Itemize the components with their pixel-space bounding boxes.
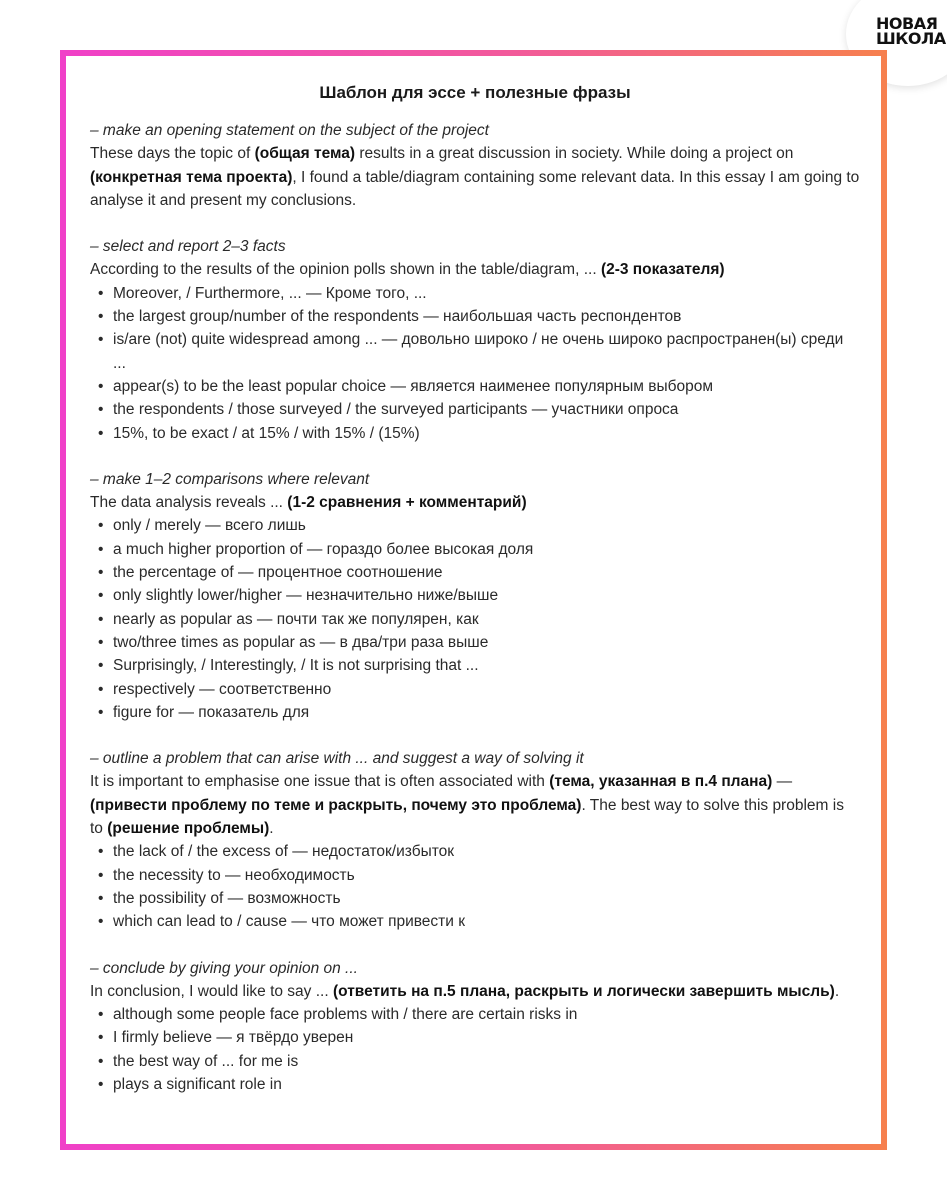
placeholder-bold: (привести проблему по теме и раскрыть, почему это проблема) bbox=[90, 796, 582, 814]
sections-container bbox=[90, 119, 860, 1096]
phrase-list bbox=[90, 282, 860, 445]
phrase-item: • only slightly lower/higher — незначительно ниже/выше bbox=[90, 584, 860, 607]
section-template-text bbox=[90, 980, 860, 1003]
phrase-item: • the percentage of — процентное соотношение bbox=[90, 561, 860, 584]
phrase-item: • the best way of ... for me is bbox=[90, 1050, 860, 1073]
template-text: It is important to emphasise one issue that is often associated with bbox=[90, 773, 550, 791]
phrase-item: • the possibility of — возможность bbox=[90, 887, 860, 910]
school-logo bbox=[876, 14, 946, 48]
document-body bbox=[90, 80, 860, 1119]
phrase-item: • nearly as popular as — почти так же популярен, как bbox=[90, 608, 860, 631]
section-heading: – select and report 2–3 facts bbox=[90, 238, 286, 256]
phrase-item: • although some people face problems with / there are certain risks in bbox=[90, 1003, 860, 1026]
phrase-item: • a much higher proportion of — гораздо более высокая доля bbox=[90, 538, 860, 561]
section-heading: – make 1–2 comparisons where relevant bbox=[90, 470, 370, 488]
phrase-list bbox=[90, 840, 860, 933]
logo-line-2: ШКОЛА bbox=[876, 29, 946, 48]
placeholder-bold: (ответить на п.5 плана, раскрыть и логически завершить мысль) bbox=[332, 982, 835, 1000]
phrase-item: • figure for — показатель для bbox=[90, 701, 860, 724]
phrase-item: • Surprisingly, / Interestingly, / It is not surprising that ... bbox=[90, 654, 860, 677]
template-text: . bbox=[834, 982, 840, 1000]
template-text: These days the topic of bbox=[90, 145, 255, 163]
logo-line-1: НОВАЯ bbox=[876, 14, 938, 33]
essay-section bbox=[90, 957, 860, 1097]
template-text: — bbox=[772, 773, 793, 791]
essay-section bbox=[90, 235, 860, 445]
section-template-text bbox=[90, 258, 860, 281]
section-heading: – outline a problem that can arise with ... and suggest a way of solving it bbox=[90, 750, 584, 768]
essay-section bbox=[90, 747, 860, 933]
template-text: results in a great discussion in society. While doing a project on bbox=[355, 145, 794, 163]
template-text: . bbox=[269, 820, 274, 838]
phrase-item: • Moreover, / Furthermore, ... — Кроме того, ... bbox=[90, 282, 860, 305]
phrase-item: • plays a significant role in bbox=[90, 1073, 860, 1096]
placeholder-bold: (общая тема) bbox=[254, 145, 356, 163]
phrase-item: • the respondents / those surveyed / the surveyed participants — участники опроса bbox=[90, 398, 860, 421]
placeholder-bold: (конкретная тема проекта) bbox=[90, 168, 293, 186]
essay-section bbox=[90, 119, 860, 212]
phrase-item: • two/three times as popular as — в два/три раза выше bbox=[90, 631, 860, 654]
page-title: Шаблон для эссе + полезные фразы bbox=[319, 83, 631, 102]
template-text: According to the results of the opinion polls shown in the table/diagram, ... bbox=[90, 261, 601, 279]
template-text: , I found a table/diagram containing some relevant data. In this essay I am going to analyse it and present my conclusions. bbox=[90, 168, 860, 209]
phrase-item: • the lack of / the excess of — недостаток/избыток bbox=[90, 840, 860, 863]
placeholder-bold: (2-3 показателя) bbox=[600, 261, 725, 279]
phrase-item: • respectively — соответственно bbox=[90, 678, 860, 701]
placeholder-bold: (решение проблемы) bbox=[107, 820, 270, 838]
phrase-item: • the largest group/number of the respondents — наибольшая часть респондентов bbox=[90, 305, 860, 328]
phrase-item: • is/are (not) quite widespread among ... — довольно широко / не очень широко распространен(ы) среди ... bbox=[90, 328, 860, 375]
placeholder-bold: (тема, указанная в п.4 плана) bbox=[549, 773, 773, 791]
phrase-item: • only / merely — всего лишь bbox=[90, 514, 860, 537]
phrase-item: • which can lead to / cause — что может привести к bbox=[90, 910, 860, 933]
template-text: In conclusion, I would like to say ... bbox=[90, 982, 333, 1000]
section-template-text bbox=[90, 491, 860, 514]
phrase-item: • 15%, to be exact / at 15% / with 15% / (15%) bbox=[90, 422, 860, 445]
phrase-item: • I firmly believe — я твёрдо уверен bbox=[90, 1026, 860, 1049]
essay-section bbox=[90, 468, 860, 724]
section-heading: – conclude by giving your opinion on ... bbox=[90, 959, 358, 977]
phrase-list bbox=[90, 1003, 860, 1096]
template-text: . The best way to solve this problem is to bbox=[90, 796, 844, 838]
phrase-item: • appear(s) to be the least popular choice — является наименее популярным выбором bbox=[90, 375, 860, 398]
section-heading: – make an opening statement on the subject of the project bbox=[90, 122, 489, 139]
section-template-text bbox=[90, 142, 860, 212]
section-template-text bbox=[90, 770, 860, 840]
phrase-list bbox=[90, 514, 860, 724]
phrase-item: • the necessity to — необходимость bbox=[90, 864, 860, 887]
placeholder-bold: (1-2 сравнения + комментарий) bbox=[287, 494, 527, 512]
template-text: The data analysis reveals ... bbox=[90, 494, 288, 512]
